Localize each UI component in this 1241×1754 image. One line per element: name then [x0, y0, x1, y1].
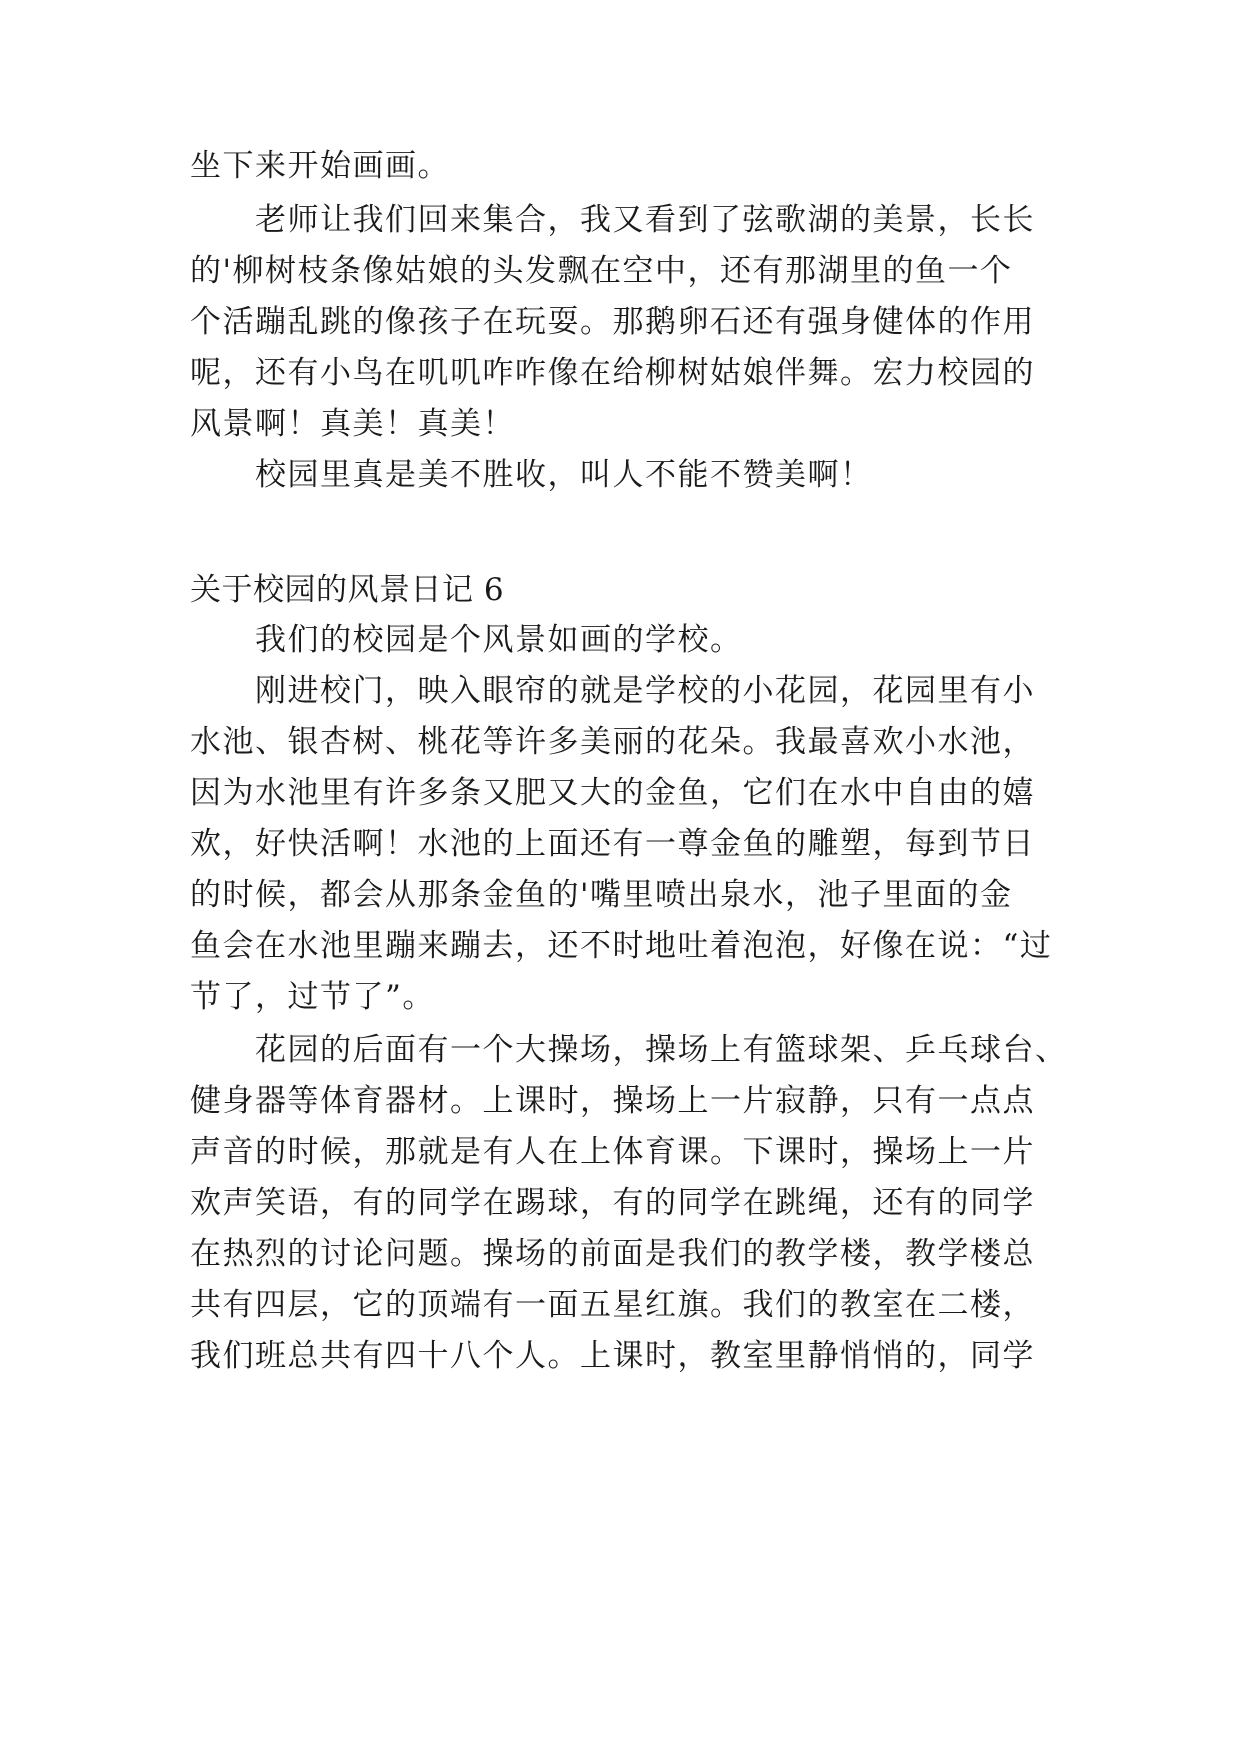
text-line: 的'柳树枝条像姑娘的头发飘在空中，还有那湖里的鱼一个: [190, 253, 1013, 289]
text-line: 校园里真是美不胜收，叫人不能不赞美啊！: [255, 457, 873, 493]
text-line: 欢，好快活啊！水池的上面还有一尊金鱼的雕塑，每到节日: [190, 826, 1035, 862]
section-title: 关于校园的风景日记 6: [190, 572, 505, 608]
text-line: 声音的时候，那就是有人在上体育课。下课时，操场上一片: [190, 1134, 1035, 1170]
text-line: 个活蹦乱跳的像孩子在玩耍。那鹅卵石还有强身健体的作用: [190, 304, 1035, 340]
text-line: 我们的校园是个风景如画的学校。: [255, 622, 743, 658]
text-line: 的时候，都会从那条金鱼的'嘴里喷出泉水，池子里面的金: [190, 877, 1013, 913]
text-line: 花园的后面有一个大操场，操场上有篮球架、乒乓球台、: [255, 1032, 1068, 1068]
text-line: 鱼会在水池里蹦来蹦去，还不时地吐着泡泡，好像在说：“过: [190, 928, 1053, 964]
text-line: 在热烈的讨论问题。操场的前面是我们的教学楼，教学楼总: [190, 1236, 1035, 1272]
text-line: 风景啊！真美！真美！: [190, 406, 515, 442]
text-line: 老师让我们回来集合，我又看到了弦歌湖的美景，长长: [255, 202, 1035, 238]
text-line: 欢声笑语，有的同学在踢球，有的同学在跳绳，还有的同学: [190, 1185, 1035, 1221]
text-line: 水池、银杏树、桃花等许多美丽的花朵。我最喜欢小水池，: [190, 724, 1035, 760]
text-line: 呢，还有小鸟在叽叽咋咋像在给柳树姑娘伴舞。宏力校园的: [190, 355, 1035, 391]
text-line: 坐下来开始画画。: [190, 148, 450, 184]
text-line: 节了，过节了”。: [190, 979, 435, 1015]
text-line: 我们班总共有四十八个人。上课时，教室里静悄悄的，同学: [190, 1338, 1035, 1374]
text-line: 共有四层，它的顶端有一面五星红旗。我们的教室在二楼，: [190, 1287, 1035, 1323]
text-line: 刚进校门，映入眼帘的就是学校的小花园，花园里有小: [255, 673, 1035, 709]
text-line: 因为水池里有许多条又肥又大的金鱼，它们在水中自由的嬉: [190, 775, 1035, 811]
text-line: 健身器等体育器材。上课时，操场上一片寂静，只有一点点: [190, 1083, 1035, 1119]
